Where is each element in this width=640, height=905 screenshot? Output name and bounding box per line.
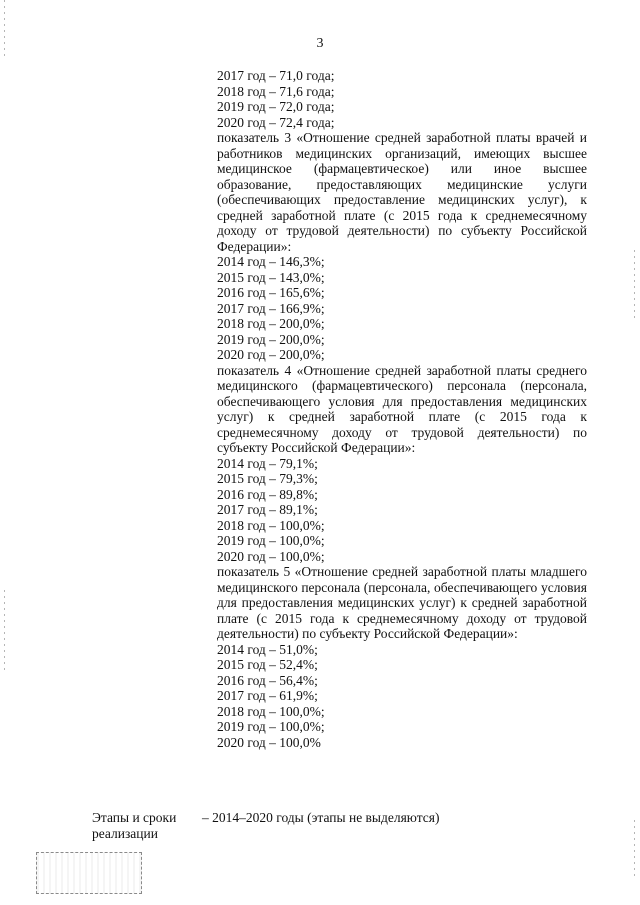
indicator-paragraph: показатель 3 «Отношение средней заработной платы врачей и работников медицинских организаций, имеющих высшее медицинское (фармацевтическое) или иное высшее образование, предоставляющих медицинские услуги (обеспечивающих предоставление медицинских услуг), к средней заработной плате (с 2015 года к среднемесячному доходу от трудовой деятельности) по субъекту Российской Федерации»: [217, 130, 587, 254]
year-value-line: 2017 год – 89,1%; [217, 502, 318, 517]
left-edge-mark-lower [4, 590, 5, 670]
year-value-line: 2020 год – 200,0%; [217, 347, 325, 362]
year-value-line: 2020 год – 100,0%; [217, 548, 325, 564]
year-value-line: 2019 год – 200,0%; [217, 331, 325, 347]
year-value-line: 2016 год – 89,8%; [217, 486, 318, 502]
year-value-line: 2014 год – 79,1%; [217, 455, 318, 471]
year-value-line: 2015 год – 79,3%; [217, 471, 318, 486]
year-value-line: 2015 год – 52,4%; [217, 657, 318, 672]
year-value-line: 2014 год – 146,3%; [217, 254, 325, 269]
year-value-line: 2019 год – 72,0 года; [217, 99, 335, 114]
year-value-line: 2018 год – 100,0%; [217, 703, 325, 719]
year-value-line: 2015 год – 143,0%; [217, 269, 325, 285]
right-edge-mark [634, 250, 635, 320]
page-number: 3 [316, 36, 324, 51]
indicator-paragraph: показатель 5 «Отношение средней заработной платы младшего медицинского персонала (персонала, обеспечивающего условия для предоставления медицинских услуг) к средней заработной плате (с 2015 года к среднемесячному доходу от трудовой деятельности) по субъекту Российской Федерации»: [217, 564, 587, 641]
faint-stamp [36, 852, 142, 894]
year-value-line: 2018 год – 100,0%; [217, 517, 325, 533]
right-edge-mark-lower [634, 820, 635, 880]
year-value-line: 2019 год – 100,0%; [217, 533, 325, 548]
stages-value: – 2014–2020 годы (этапы не выделяются) [202, 810, 440, 825]
year-value-line: 2018 год – 200,0%; [217, 316, 325, 331]
year-value-line: 2017 год – 166,9%; [217, 300, 325, 316]
stages-label [92, 810, 192, 841]
indicator-paragraph: показатель 4 «Отношение средней заработной платы среднего медицинского (фармацевтического) персонала (персонала, обеспечивающего условия для предоставления медицинских услуг) к средней заработной плате (с 2015 года к среднемесячному доходу от трудовой деятельности) по субъекту Российской Федерации»: [217, 362, 587, 455]
year-value-line: 2016 год – 56,4%; [217, 672, 318, 688]
stages-label-line2: реализации [92, 825, 158, 841]
year-value-line: 2018 год – 71,6 года; [217, 83, 335, 99]
left-edge-mark [4, 0, 5, 60]
year-value-line: 2014 год – 51,0%; [217, 641, 318, 657]
body-text [217, 68, 587, 750]
year-value-line: 2019 год – 100,0%; [217, 719, 325, 734]
year-value-line: 2017 год – 71,0 года; [217, 68, 335, 83]
stages-label-line1: Этапы и сроки [92, 810, 177, 825]
year-value-line: 2017 год – 61,9%; [217, 688, 318, 703]
year-value-line: 2016 год – 165,6%; [217, 285, 325, 300]
year-value-line: 2020 год – 100,0% [217, 734, 321, 750]
year-value-line: 2020 год – 72,4 года; [217, 114, 335, 130]
